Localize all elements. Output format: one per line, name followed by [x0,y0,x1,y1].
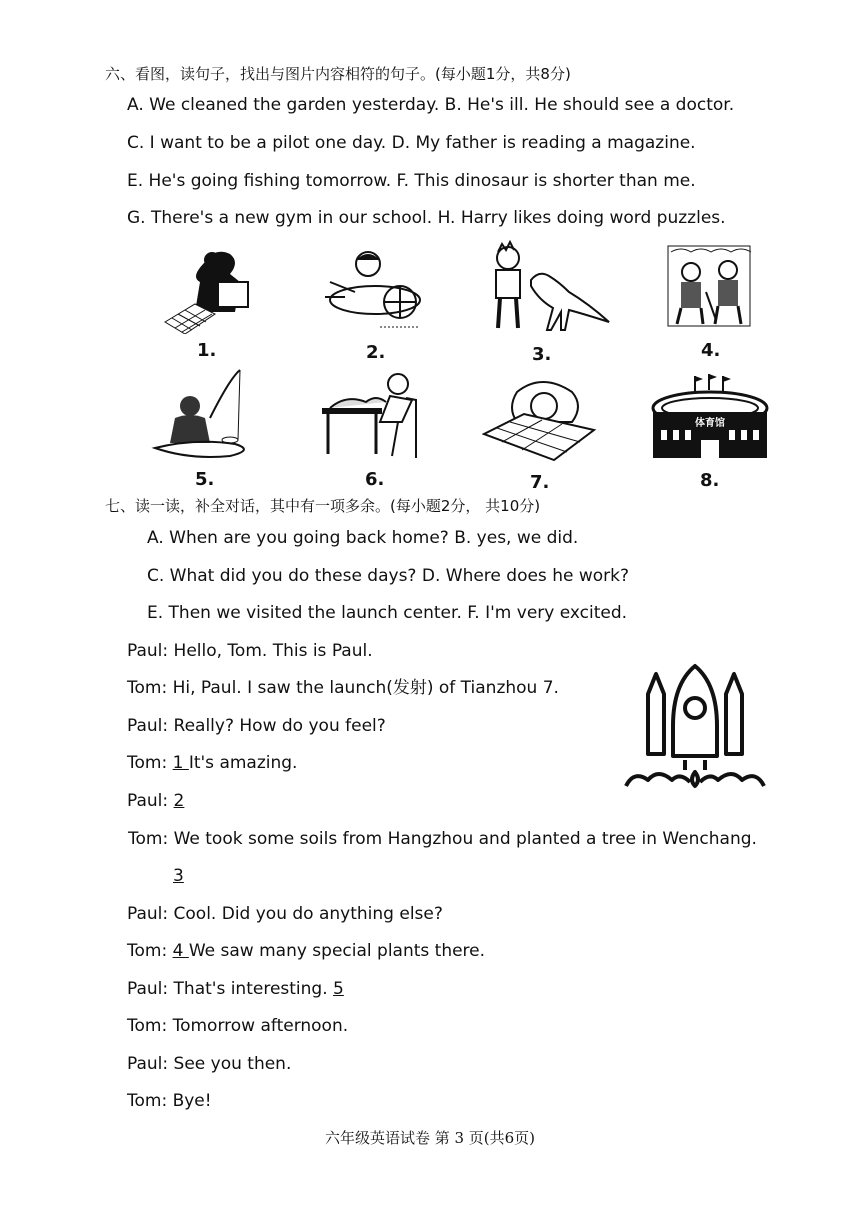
section6-option-line: G. There's a new gym in our school. H. Harry likes doing word puzzles. [127,208,726,228]
dialogue-line: Paul: Really? How do you feel? [127,716,386,736]
rocket-icon [622,660,768,796]
dialogue-line: Paul: See you then. [127,1054,292,1074]
dialogue-line [127,752,297,774]
picture-garden [666,242,752,330]
section6-heading: 六、看图，读句子，找出与图片内容相符的句子。(每小题1分，共8分) [105,65,571,83]
section6-option-line: C. I want to be a pilot one day. D. My father is reading a magazine. [127,133,696,153]
picture-dinosaur [486,240,610,335]
picture-number: 7. [530,472,550,493]
dialogue-text: We saw many special plants there. [188,941,486,961]
section7-option-line: C. What did you do these days? D. Where does he work? [147,566,629,586]
picture-number: 2. [366,342,386,363]
section6-option-line: E. He's going fishing tomorrow. F. This dinosaur is shorter than me. [127,171,696,191]
speaker: Tom: [127,941,173,961]
picture-pilot [320,242,430,334]
picture-number: 6. [365,469,385,490]
picture-reading [318,368,424,462]
answer-blank-2[interactable]: 2 [173,791,185,811]
dialogue-line [127,790,184,812]
answer-blank-4[interactable]: 4 [172,941,189,961]
dialogue-line [173,865,184,887]
picture-number: 8. [700,470,720,491]
picture-sick [482,372,600,462]
section7-option-line: E. Then we visited the launch center. F. I'm very excited. [147,603,628,623]
picture-crossword [160,242,255,334]
page-footer: 六年级英语试卷 第 3 页(共6页) [324,1129,536,1147]
picture-number: 3. [532,344,552,365]
picture-fishing [150,368,260,460]
dialogue-line [127,940,485,962]
speaker: Tom: [127,753,173,773]
dialogue-line: Tom: Hi, Paul. I saw the launch(发射) of Tianzhou 7. [127,678,559,698]
speaker: Paul: [127,791,174,811]
picture-number: 1. [197,340,217,361]
dialogue-line [127,978,344,1000]
dialogue-line: Paul: Hello, Tom. This is Paul. [127,641,373,661]
answer-blank-3[interactable]: 3 [173,866,184,886]
dialogue-line: Tom: We took some soils from Hangzhou and planted a tree in Wenchang. [128,829,757,849]
dialogue-text: It's amazing. [188,753,298,773]
dialogue-line: Tom: Bye! [127,1091,212,1111]
section6-option-line: A. We cleaned the garden yesterday. B. He's ill. He should see a doctor. [127,95,735,115]
picture-number: 5. [195,469,215,490]
dialogue-text: Paul: That's interesting. [127,979,334,999]
section7-option-line: A. When are you going back home? B. yes, we did. [147,528,579,548]
answer-blank-1[interactable]: 1 [172,753,189,773]
picture-number: 4. [701,340,721,361]
answer-blank-5[interactable]: 5 [333,979,344,999]
section7-heading: 七、读一读，补全对话，其中有一项多余。(每小题2分， 共10分) [105,497,541,515]
dialogue-line: Tom: Tomorrow afternoon. [127,1016,349,1036]
picture-gym [651,372,769,464]
dialogue-line: Paul: Cool. Did you do anything else? [127,904,443,924]
gym-sign: 体育馆 [695,418,725,429]
